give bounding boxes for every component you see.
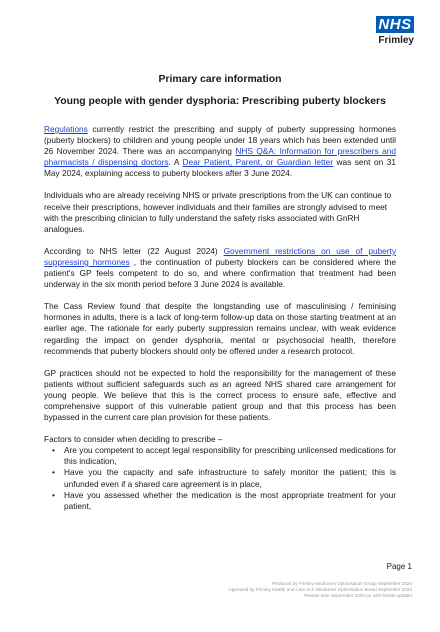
paragraph-existing-prescriptions: Individuals who are already receiving NHS or private prescriptions from the UK can continue to receive their prescriptions, however individuals and their families are strongly advised to meet with the prescribing clinician to fully understand the safety risks associated with GnRH analogues.	[44, 190, 392, 234]
paragraph-regulations	[44, 124, 396, 179]
list-item	[44, 490, 396, 512]
document-body	[44, 124, 396, 512]
list-item-text: Have you the capacity and safe infrastructure to safely monitor the patient; this is unfunded even if a shared care agreement is in place,	[64, 467, 396, 489]
paragraph-nhs-letter	[44, 246, 396, 290]
footer-line: Produced by Frimley Medicines Optimisation Group September 2024	[271, 581, 412, 586]
page-subheading: Young people with gender dysphoria: Prescribing puberty blockers	[54, 96, 386, 107]
bullet-icon: •	[52, 467, 55, 478]
paragraph-text: According to NHS letter (22 August 2024)	[44, 245, 224, 256]
factors-list	[44, 445, 396, 512]
list-item-text: Have you assessed whether the medication is the most appropriate treatment for your patient,	[64, 489, 396, 511]
footer-line: Review date September 2026 (or with NHSE update)	[304, 593, 412, 599]
regulations-link[interactable]: Regulations	[44, 124, 88, 134]
list-item	[44, 445, 396, 467]
page-heading: Primary care information	[158, 74, 282, 85]
list-item-text: Are you competent to accept legal responsibility for prescribing unlicensed medications for this indication,	[64, 445, 396, 467]
page-number: Page 1	[386, 562, 412, 571]
nhs-qa-link[interactable]: NHS Q&A: Information for prescribers and pharmacists / dispensing doctors	[44, 146, 396, 168]
paragraph-text: , the continuation of puberty blockers can be considered where the patient's GP feels competent to do so, and where confirmation that treatment had been underway in the six month period before 3 June 2024 is available.	[44, 256, 396, 290]
paragraph-cass-review: The Cass Review found that despite the longstanding use of masculinising / feminising hormones in adults, there is a lack of long-term follow-up data on those starting treatment at an earlier age. The rationale for early puberty suppression remains unclear, with weak evidence regarding the impact on gender dysphoria, mental or psychosocial health, therefore recommends that puberty blockers should only be offered under a research protocol.	[44, 301, 396, 356]
dear-patient-letter-link[interactable]: Dear Patient, Parent, or Guardian letter	[182, 157, 333, 168]
list-item	[44, 467, 396, 489]
bullet-icon: •	[52, 489, 55, 500]
paragraph-gp-practices: GP practices should not be expected to hold the responsibility for the management of these patients without sufficient safeguards such as an agreed NHS shared care arrangement for young people. We believe that this is the correct process to ensure safe, effective and comprehensive support of this vulnerable patient group and that this process has been bypassed in the current care plan provision for these patients.	[44, 367, 396, 423]
bullet-icon: •	[52, 445, 55, 456]
paragraph-text: currently restrict the prescribing and supply of puberty suppressing hormones (puberty blockers) to children and young people under 18 years which has been extended until 26 November 2024. There was an accompanying	[44, 124, 396, 157]
government-restrictions-link[interactable]: Government restrictions on use of puberty suppressing hormones	[44, 245, 396, 267]
nhs-logo-mark: NHS	[376, 16, 414, 33]
nhs-frimley-logo	[374, 16, 414, 46]
footer-line: Approved by Frimley Health and Care ICS Medicines Optimisation Board September 2024	[228, 587, 412, 593]
paragraph-text: . A	[168, 157, 183, 168]
document-footer	[152, 581, 412, 600]
paragraph-text: was sent on 31 May 2024, explaining access to puberty blockers after 3 June 2024.	[44, 157, 396, 179]
factors-intro: Factors to consider when deciding to prescribe –	[44, 434, 223, 445]
organisation-name: Frimley	[378, 35, 414, 46]
